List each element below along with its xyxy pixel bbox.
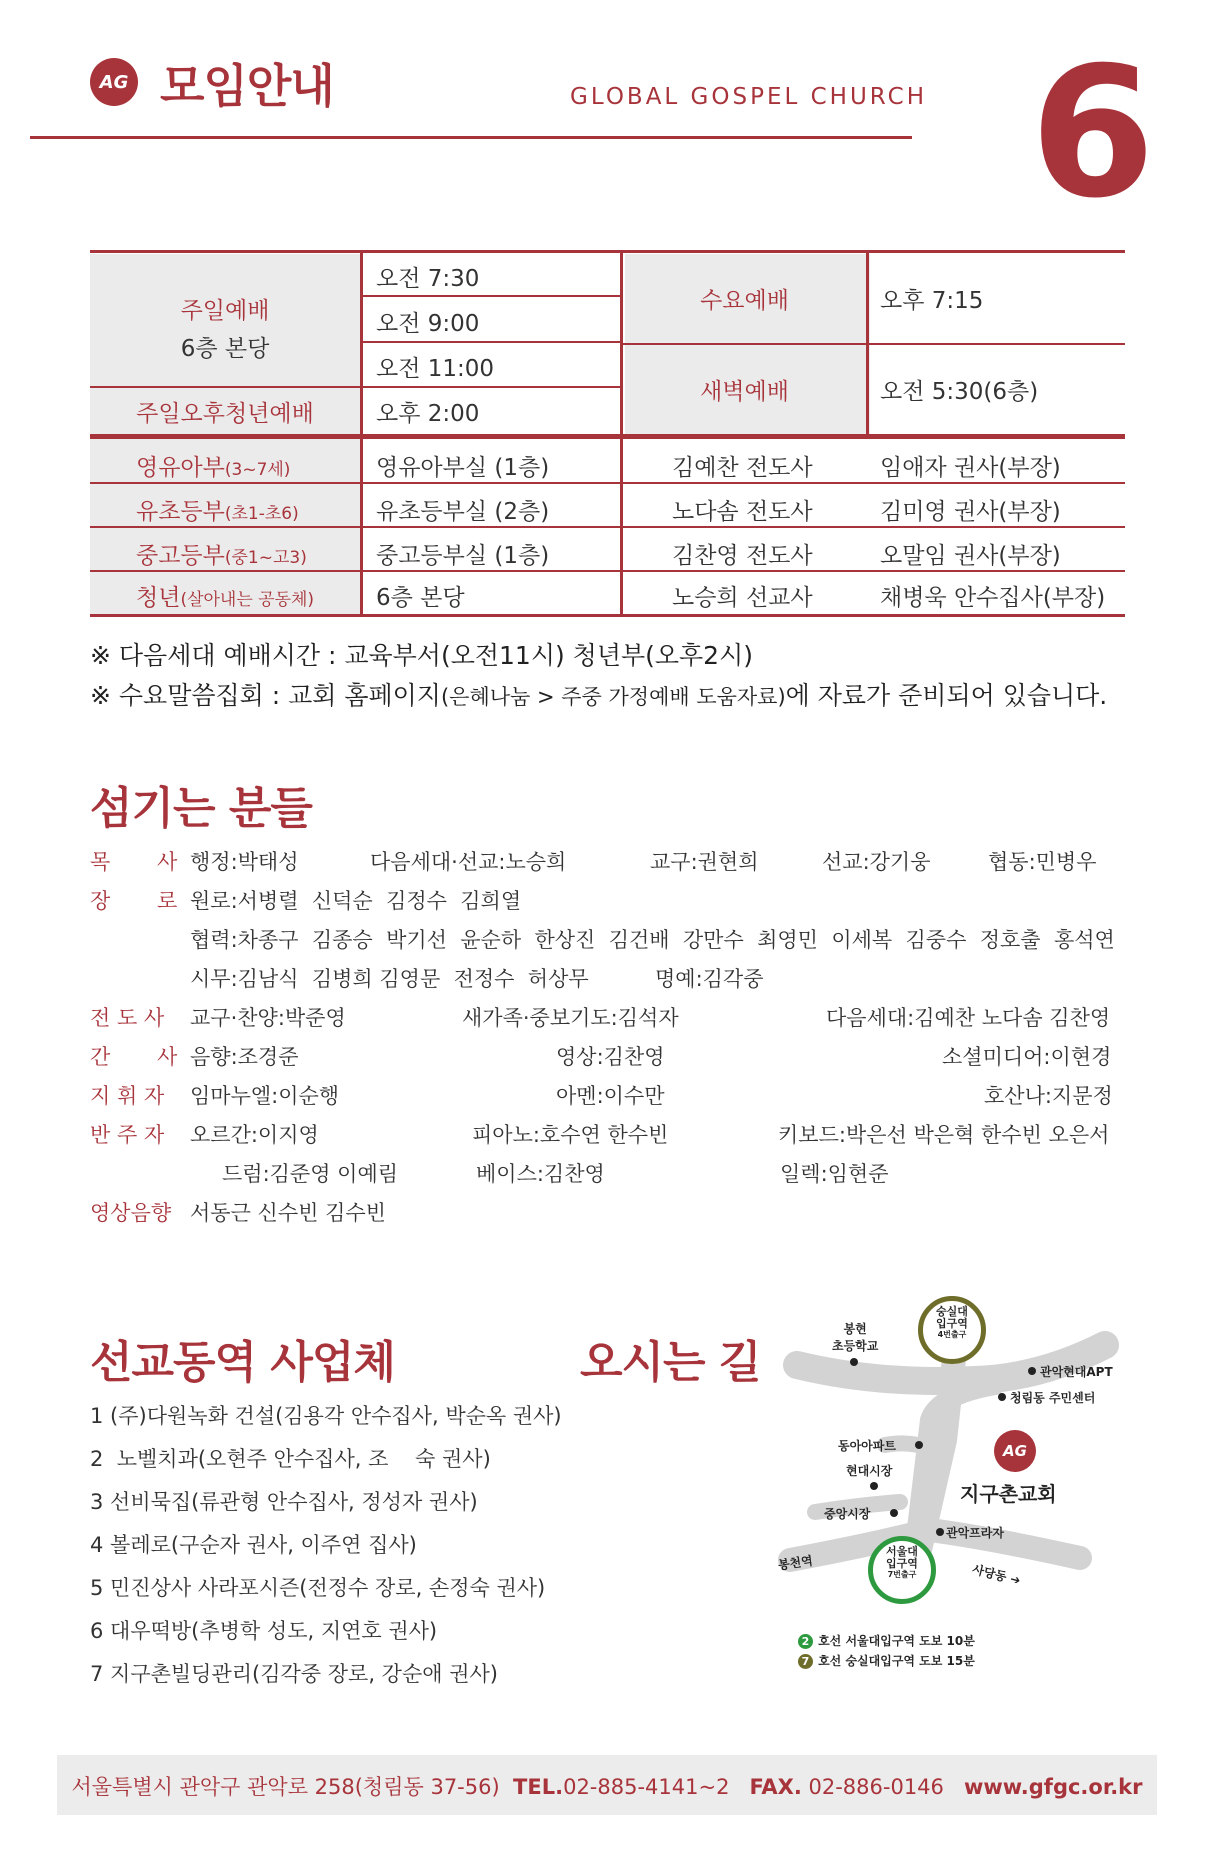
business-item: 5 민진상사 사라포시즌(전정수 장로, 손정숙 권사)	[90, 1576, 546, 1600]
line7-badge: 7	[798, 1654, 813, 1669]
pastor-item: 협동:민병우	[988, 850, 1097, 874]
pastor-item: 다음세대·선교:노승희	[370, 850, 567, 874]
church-logo: AG	[90, 58, 138, 106]
accompanist-item: 키보드:박은선 박은혁 한수빈 오은서	[778, 1123, 1110, 1147]
note-next-gen: ※ 다음세대 예배시간 : 교육부서(오전11시) 청년부(오후2시)	[90, 641, 753, 670]
map-dot	[936, 1528, 944, 1536]
soongsil-station-marker: 숭실대 입구역 4번출구	[918, 1296, 986, 1364]
accompanist-item: 오르간:이지영	[190, 1123, 319, 1147]
page-number: 6	[1030, 29, 1156, 238]
map-dot	[850, 1358, 858, 1366]
church-map-name: 지구촌교회	[960, 1482, 1057, 1506]
pastor-item: 행정:박태성	[190, 850, 299, 874]
vline	[360, 386, 363, 436]
evangelist-label: 전 도 사	[90, 1006, 165, 1030]
business-item: 1 (주)다원녹화 건설(김용각 안수집사, 박순옥 권사)	[90, 1404, 562, 1428]
business-title: 선교동역 사업체	[90, 1337, 395, 1388]
business-item: 3 선비묵집(류관형 안수집사, 정성자 권사)	[90, 1490, 478, 1514]
elder-line: 명예:김각중	[655, 967, 764, 991]
wed-time: 오후 7:15	[880, 288, 984, 314]
evangelist-item: 교구·찬양:박준영	[190, 1006, 346, 1030]
business-item: 6 대우떡방(추병학 성도, 지연호 권사)	[90, 1619, 438, 1643]
footer-tel: 02-885-4141~2	[563, 1775, 730, 1799]
staff-title: 섬기는 분들	[90, 783, 312, 834]
apt-label: 관악현대APT	[1040, 1365, 1113, 1379]
hyundai-market-label: 현대시장	[846, 1464, 893, 1478]
table-top-line	[90, 250, 1125, 253]
note-wednesday: ※ 수요말씀집회 : 교회 홈페이지(은혜나눔 > 주중 가정예배 도움자료)에 자료가 준비되어 있습니다.	[90, 681, 1108, 710]
sunday-place: 6층 본당	[180, 336, 270, 362]
media-label: 영상음향	[90, 1201, 172, 1225]
line7-legend: 7 호선 숭실대입구역 도보 15분	[798, 1650, 975, 1669]
dept-row: 유초등부(초1-초6) 유초등부실 (2층) 노다솜 전도사 김미영 권사(부장)	[136, 499, 1061, 525]
business-item: 4 볼레로(구순자 권사, 이주연 집사)	[90, 1533, 417, 1557]
conductor-item: 임마누엘:이순행	[190, 1084, 340, 1108]
evangelist-item: 새가족·중보기도:김석자	[462, 1006, 679, 1030]
dept-row: 중고등부(중1~고3) 중고등부실 (1층) 김찬영 전도사 오말임 권사(부장)	[136, 543, 1061, 569]
media-item: 서동근 신수빈 김수빈	[190, 1201, 386, 1225]
footer-website[interactable]: www.gfgc.or.kr	[963, 1775, 1143, 1799]
church-english-name: GLOBAL GOSPEL CHURCH	[570, 84, 927, 110]
staff-item: 음향:조경준	[190, 1045, 299, 1069]
church-map-logo: AG	[994, 1430, 1036, 1472]
hline	[621, 343, 1125, 345]
dept-row: 영유아부(3~7세) 영유아부실 (1층) 김예찬 전도사 임애자 권사(부장)	[136, 455, 1061, 481]
footer-address: 서울특별시 관악구 관악로 258(청림동 37-56)	[71, 1775, 500, 1799]
line2-legend: 2 호선 서울대입구역 도보 10분	[798, 1630, 975, 1649]
elder-label: 장 로	[90, 889, 178, 913]
conductor-item: 호산나:지문정	[984, 1084, 1113, 1108]
elder-line: 협력:차종구 김종승 박기선 윤순하 한상진 김건배 강만수 최영민 이세복 김중수 정호출 홍석연	[190, 928, 1115, 952]
hline	[363, 295, 621, 297]
staff-item: 영상:김찬영	[556, 1045, 665, 1069]
business-item: 7 지구촌빌딩관리(김각중 장로, 강순애 권사)	[90, 1662, 498, 1686]
dawn-label: 새벽예배	[700, 379, 789, 405]
accompanist-item: 드럼:김준영 이예림	[222, 1162, 399, 1186]
accompanist-label: 반 주 자	[90, 1123, 165, 1147]
school-label: 봉현 초등학교	[832, 1322, 879, 1353]
conductor-label: 지 휘 자	[90, 1084, 165, 1108]
elder-line: 시무:김남식 김병희 김영문 전정수 허상무	[190, 967, 589, 991]
footer	[57, 1755, 1157, 1815]
map-dot	[870, 1482, 878, 1490]
bongcheon-label: 봉천역	[777, 1553, 814, 1573]
accompanist-item: 피아노:호수연 한수빈	[472, 1123, 669, 1147]
pastor-item: 선교:강기웅	[822, 850, 931, 874]
page-title: 모임안내	[160, 59, 334, 113]
pastor-item: 교구:권현희	[650, 850, 759, 874]
seoul-univ-station-marker: 서울대 입구역 7번출구	[868, 1536, 936, 1604]
sunday-time: 오전 9:00	[376, 311, 480, 337]
conductor-item: 아멘:이수만	[556, 1084, 665, 1108]
map-dot	[1028, 1367, 1036, 1375]
staff-item: 소셜미디어:이현경	[942, 1045, 1112, 1069]
schedule-table	[90, 250, 1125, 620]
map-dot	[915, 1441, 923, 1449]
footer-tel-label: TEL.	[513, 1775, 564, 1799]
dawn-time: 오전 5:30(6층)	[880, 379, 1039, 405]
directions-title: 오시는 길	[580, 1337, 761, 1388]
map-dot	[890, 1509, 898, 1517]
pastor-label: 목 사	[90, 850, 178, 874]
wed-label: 수요예배	[700, 288, 789, 314]
footer-fax-label: FAX.	[749, 1775, 802, 1799]
dept-row: 청년(살아내는 공동체) 6층 본당 노승희 선교사 채병욱 안수집사(부장)	[136, 585, 1106, 611]
sunday-label: 주일예배	[180, 298, 270, 324]
community-center-label: 청림동 주민센터	[1010, 1391, 1096, 1405]
youth-time: 오후 2:00	[376, 401, 480, 427]
elder-line: 원로:서병렬 신덕순 김정수 김희열	[190, 889, 522, 913]
evangelist-item: 다음세대:김예찬 노다솜 김찬영	[826, 1006, 1111, 1030]
dong-apt-label: 동아아파트	[838, 1439, 896, 1453]
business-item: 2 노벨치과(오현주 안수집사, 조 숙 권사)	[90, 1447, 491, 1471]
header-divider	[30, 136, 912, 139]
sunday-time: 오전 11:00	[376, 356, 495, 382]
plaza-label: 관악프라자	[946, 1526, 1004, 1540]
sadang-label: 사당동 ➔	[970, 1562, 1022, 1588]
accompanist-item: 일렉:임현준	[780, 1162, 889, 1186]
map	[760, 1290, 1160, 1690]
central-market-label: 중앙시장	[824, 1507, 871, 1521]
map-dot	[998, 1393, 1006, 1401]
footer-fax: 02-886-0146	[801, 1775, 944, 1799]
hline	[90, 386, 621, 388]
youth-label: 주일오후청년예배	[136, 401, 314, 427]
accompanist-item: 베이스:김찬영	[476, 1162, 605, 1186]
staff-label: 간 사	[90, 1045, 178, 1069]
line2-badge: 2	[798, 1634, 813, 1649]
sunday-time: 오전 7:30	[376, 266, 480, 292]
hline	[363, 341, 621, 343]
